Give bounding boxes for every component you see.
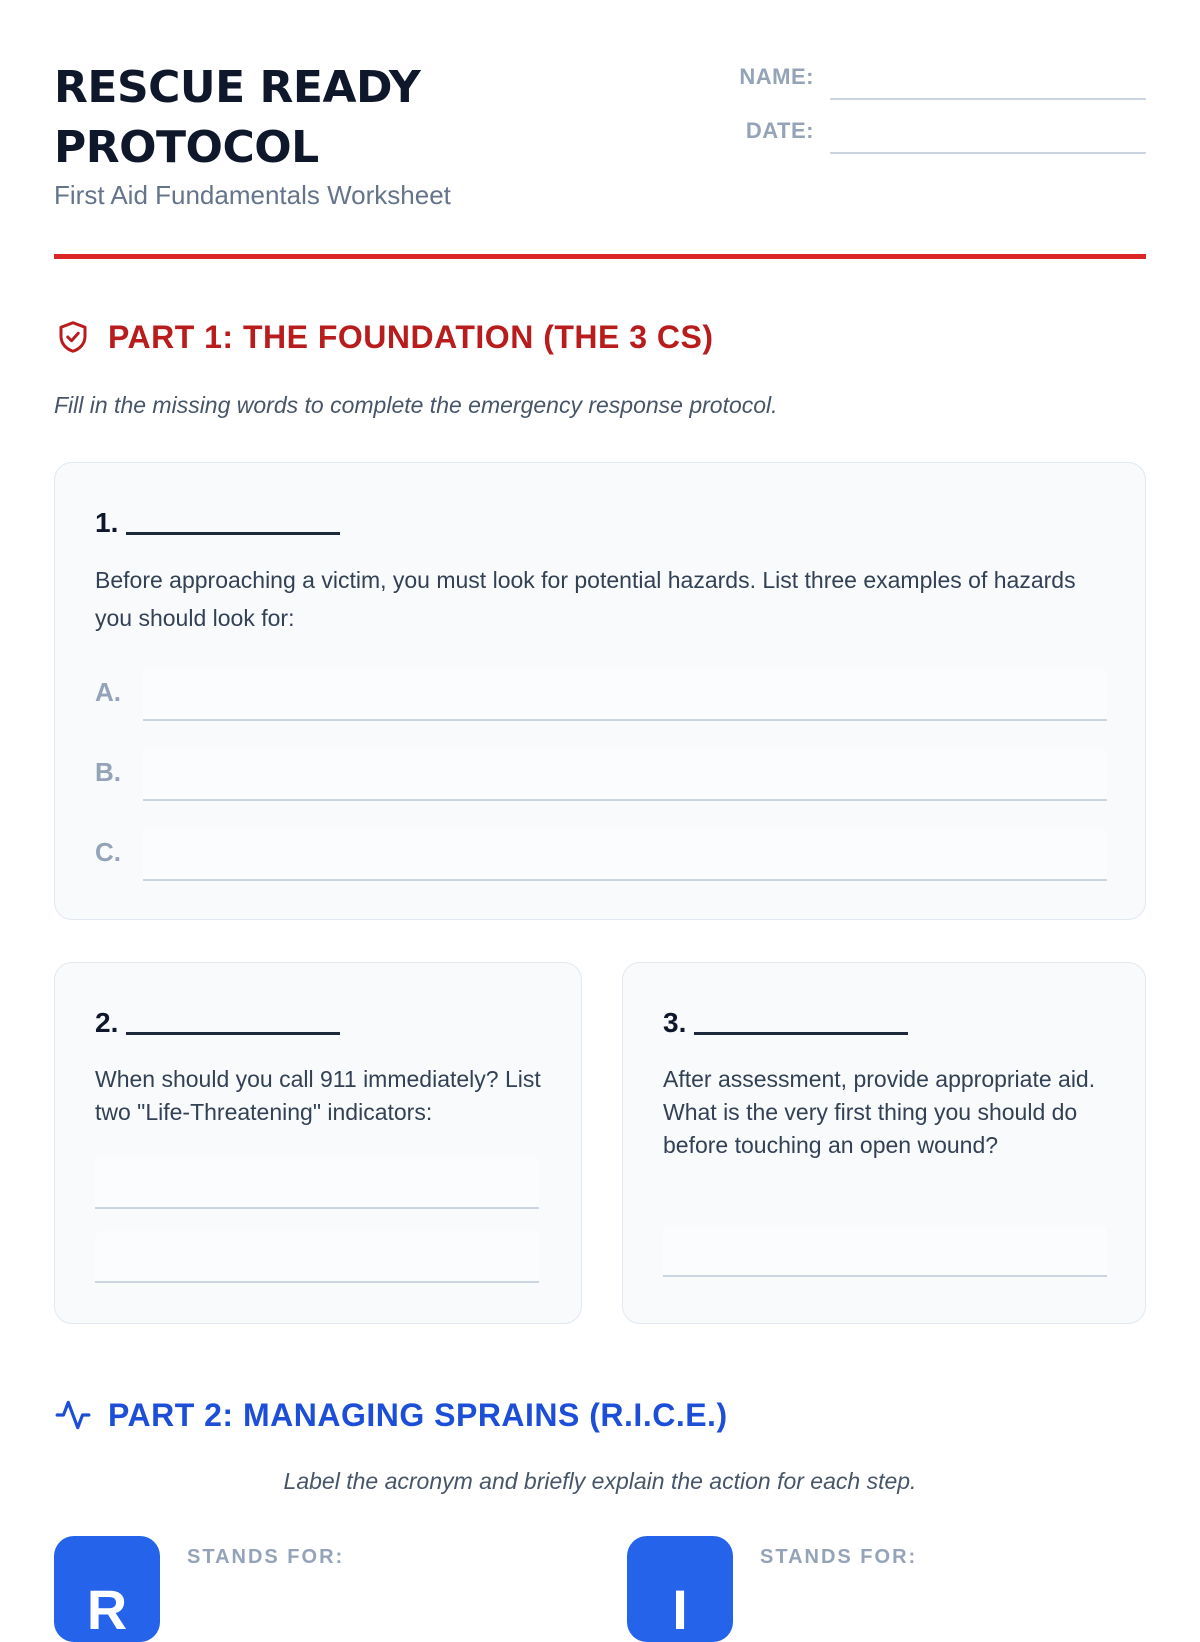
question-1-card [54,462,1146,920]
answer-label-c: C. [95,837,121,867]
answer-input-c[interactable] [143,829,1107,881]
name-line[interactable] [830,98,1146,100]
answer-label-b: B. [95,757,121,787]
part2-instruction: Label the acronym and briefly explain the action for each step. [283,1468,917,1494]
question-2-answer-1[interactable] [95,1157,539,1209]
rice-letter-badge-r: R [54,1536,160,1642]
question-3-blank[interactable] [694,1032,908,1035]
worksheet-header [54,58,1146,208]
question-2-text: When should you call 911 immediately? List two "Life-Threatening" indicators: [95,1066,541,1125]
header-divider [54,254,1146,259]
question-1-number: 1. [95,507,119,538]
page-title [54,58,614,178]
shield-check-icon [54,318,92,356]
title-line-1: RESCUE READY [54,62,421,113]
question-2-card [54,962,582,1324]
question-2-number: 2. [95,1007,119,1038]
activity-pulse-icon [54,1396,92,1434]
part2-heading [54,1396,728,1434]
question-1-text: Before approaching a victim, you must look for potential hazards. List three examples of hazards you should look for: [95,567,1076,631]
part1-title: PART 1: THE FOUNDATION (THE 3 CS) [108,318,714,355]
date-label: DATE: [745,118,814,143]
answer-label-a: A. [95,677,121,707]
name-field[interactable] [734,60,1146,100]
answer-row-c [95,829,1107,881]
question-1-blank[interactable] [126,532,340,535]
part2-title: PART 2: MANAGING SPRAINS (R.I.C.E.) [108,1396,728,1433]
rice-item-i [627,1536,1147,1641]
stands-for-label-r: STANDS FOR: [187,1546,345,1568]
question-3-card [622,962,1146,1324]
question-2-answer-2[interactable] [95,1231,539,1283]
question-2-heading [95,1007,340,1039]
answer-input-a[interactable] [143,669,1107,721]
rice-item-r [54,1536,574,1641]
answer-row-b [95,749,1107,801]
question-3-number: 3. [663,1007,687,1038]
stands-for-label-i: STANDS FOR: [760,1546,918,1568]
question-3-text: After assessment, provide appropriate aid. What is the very first thing you should do before touching an open wound? [663,1066,1096,1158]
question-3-answer[interactable] [663,1225,1107,1277]
title-line-2: PROTOCOL [54,122,319,173]
date-field[interactable] [734,114,1146,154]
part1-instruction: Fill in the missing words to complete the emergency response protocol. [54,392,778,418]
question-2-blank[interactable] [126,1032,340,1035]
question-1-heading [95,507,340,539]
name-label: NAME: [739,64,814,89]
page-subtitle: First Aid Fundamentals Worksheet [54,180,451,210]
answer-row-a [95,669,1107,721]
question-3-heading [663,1007,908,1039]
answer-input-b[interactable] [143,749,1107,801]
rice-letter-badge-i: I [627,1536,733,1642]
part1-heading [54,318,714,356]
date-line[interactable] [830,152,1146,154]
